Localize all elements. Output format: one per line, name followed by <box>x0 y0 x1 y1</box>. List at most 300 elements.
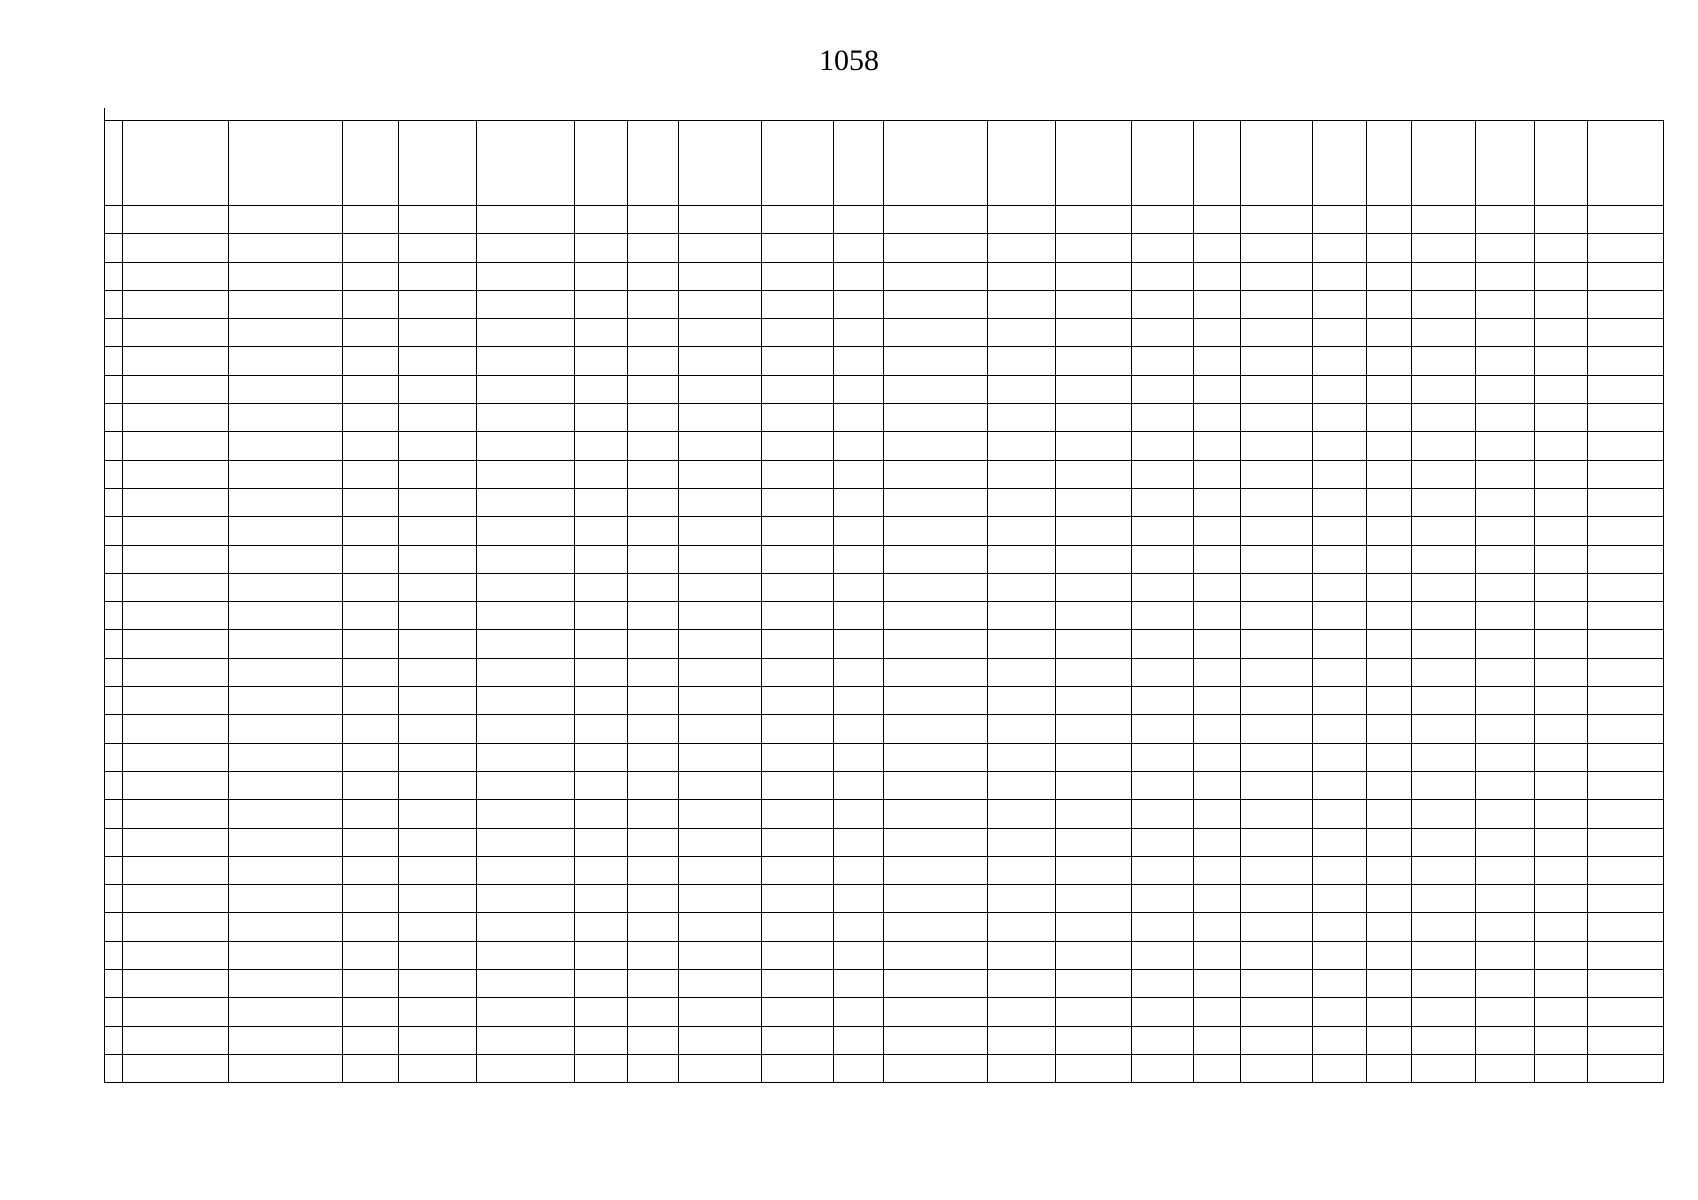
table-cell <box>1412 715 1476 743</box>
table-cell <box>628 687 679 715</box>
table-cell <box>575 234 628 262</box>
table-cell <box>679 856 762 884</box>
table-cell <box>1056 347 1132 375</box>
table-cell <box>1476 913 1535 941</box>
table-cell <box>628 206 679 234</box>
table-cell <box>1367 460 1412 488</box>
table-cell <box>399 828 477 856</box>
table-cell <box>1241 828 1313 856</box>
table-cell <box>762 1054 834 1082</box>
table-cell <box>123 602 229 630</box>
table-cell <box>628 885 679 913</box>
table-cell <box>575 687 628 715</box>
table-cell <box>1132 1054 1194 1082</box>
table-cell <box>1367 573 1412 601</box>
table-row <box>105 800 1664 828</box>
table-cell <box>1476 602 1535 630</box>
header-cell <box>399 121 477 206</box>
table-cell <box>105 941 123 969</box>
table-cell <box>762 1026 834 1054</box>
table-cell <box>343 771 399 799</box>
table-cell <box>575 885 628 913</box>
header-cell <box>229 121 343 206</box>
table-cell <box>1132 800 1194 828</box>
table-cell <box>1194 545 1241 573</box>
table-cell <box>1132 460 1194 488</box>
header-cell <box>1056 121 1132 206</box>
table-cell <box>343 658 399 686</box>
table-cell <box>884 970 988 998</box>
table-cell <box>123 319 229 347</box>
table-cell <box>1535 1054 1588 1082</box>
table-cell <box>1535 290 1588 318</box>
table-cell <box>477 545 575 573</box>
table-cell <box>834 771 884 799</box>
table-cell <box>1313 913 1367 941</box>
table-cell <box>1194 404 1241 432</box>
table-cell <box>1056 771 1132 799</box>
table-cell <box>399 404 477 432</box>
table-cell <box>1313 828 1367 856</box>
table-cell <box>834 715 884 743</box>
table-cell <box>1313 375 1367 403</box>
register-table <box>104 120 1664 1083</box>
table-cell <box>229 885 343 913</box>
table-cell <box>1412 941 1476 969</box>
table-cell <box>1412 630 1476 658</box>
table-cell <box>1241 602 1313 630</box>
table-cell <box>1132 771 1194 799</box>
table-cell <box>477 319 575 347</box>
table-cell <box>343 715 399 743</box>
table-cell <box>1194 460 1241 488</box>
table-cell <box>1476 488 1535 516</box>
table-cell <box>123 432 229 460</box>
table-cell <box>1241 941 1313 969</box>
table-cell <box>1535 1026 1588 1054</box>
table-cell <box>884 517 988 545</box>
table-cell <box>399 234 477 262</box>
table-cell <box>1313 1054 1367 1082</box>
table-cell <box>762 913 834 941</box>
table-cell <box>679 715 762 743</box>
table-cell <box>1194 290 1241 318</box>
table-cell <box>762 630 834 658</box>
table-cell <box>575 1026 628 1054</box>
table-cell <box>229 856 343 884</box>
table-cell <box>1476 460 1535 488</box>
table-cell <box>1412 970 1476 998</box>
table-cell <box>679 1054 762 1082</box>
table-cell <box>988 319 1056 347</box>
table-cell <box>105 432 123 460</box>
table-cell <box>834 404 884 432</box>
table-cell <box>762 347 834 375</box>
table-cell <box>884 687 988 715</box>
table-cell <box>834 913 884 941</box>
table-cell <box>575 290 628 318</box>
table-cell <box>1241 517 1313 545</box>
table-cell <box>1241 1054 1313 1082</box>
table-cell <box>628 630 679 658</box>
table-cell <box>988 432 1056 460</box>
table-cell <box>1194 856 1241 884</box>
table-cell <box>1313 856 1367 884</box>
table-cell <box>343 856 399 884</box>
table-cell <box>575 262 628 290</box>
table-cell <box>988 347 1056 375</box>
table-cell <box>1367 658 1412 686</box>
table-cell <box>1476 290 1535 318</box>
table-row <box>105 234 1664 262</box>
table-cell <box>1476 262 1535 290</box>
table-cell <box>1056 404 1132 432</box>
table-cell <box>1476 715 1535 743</box>
table-cell <box>229 771 343 799</box>
table-cell <box>477 488 575 516</box>
table-cell <box>575 715 628 743</box>
table-cell <box>1476 206 1535 234</box>
table-cell <box>628 573 679 601</box>
table-cell <box>399 573 477 601</box>
table-cell <box>399 630 477 658</box>
table-row <box>105 941 1664 969</box>
table-cell <box>399 262 477 290</box>
table-cell <box>884 630 988 658</box>
table-cell <box>477 771 575 799</box>
table-cell <box>399 517 477 545</box>
table-row <box>105 460 1664 488</box>
table-cell <box>679 1026 762 1054</box>
table-cell <box>1367 630 1412 658</box>
table-cell <box>762 970 834 998</box>
table-cell <box>1056 432 1132 460</box>
table-row <box>105 885 1664 913</box>
table-cell <box>1412 262 1476 290</box>
table-body <box>105 206 1664 1083</box>
table-cell <box>1056 319 1132 347</box>
table-cell <box>1241 687 1313 715</box>
table-cell <box>105 828 123 856</box>
table-cell <box>1132 658 1194 686</box>
table-cell <box>762 715 834 743</box>
table-cell <box>1367 941 1412 969</box>
table-cell <box>1132 545 1194 573</box>
table-cell <box>1132 404 1194 432</box>
table-cell <box>1367 602 1412 630</box>
table-cell <box>884 658 988 686</box>
table-cell <box>988 234 1056 262</box>
table-cell <box>1241 347 1313 375</box>
table-cell <box>1535 602 1588 630</box>
table-cell <box>834 319 884 347</box>
table-cell <box>343 941 399 969</box>
table-cell <box>1412 828 1476 856</box>
table-cell <box>477 970 575 998</box>
table-cell <box>1588 1026 1664 1054</box>
table-cell <box>1367 687 1412 715</box>
table-cell <box>1588 573 1664 601</box>
table-cell <box>834 234 884 262</box>
table-cell <box>884 828 988 856</box>
table-cell <box>575 347 628 375</box>
table-row <box>105 375 1664 403</box>
header-cell <box>762 121 834 206</box>
table-cell <box>1241 715 1313 743</box>
table-cell <box>628 347 679 375</box>
table-cell <box>679 913 762 941</box>
table-cell <box>1056 488 1132 516</box>
table-cell <box>1588 375 1664 403</box>
table-cell <box>1194 319 1241 347</box>
table-cell <box>628 375 679 403</box>
table-cell <box>575 319 628 347</box>
table-cell <box>1132 743 1194 771</box>
table-cell <box>762 404 834 432</box>
table-cell <box>628 658 679 686</box>
table-cell <box>229 206 343 234</box>
table-cell <box>1313 347 1367 375</box>
table-cell <box>399 743 477 771</box>
table-row <box>105 262 1664 290</box>
table-cell <box>884 432 988 460</box>
table-cell <box>343 517 399 545</box>
table-cell <box>988 998 1056 1026</box>
table-cell <box>575 658 628 686</box>
table-cell <box>988 262 1056 290</box>
table-cell <box>1412 602 1476 630</box>
table-cell <box>1588 404 1664 432</box>
table-cell <box>575 517 628 545</box>
table-cell <box>123 743 229 771</box>
table-cell <box>1313 545 1367 573</box>
table-cell <box>343 347 399 375</box>
table-cell <box>884 856 988 884</box>
table-cell <box>1476 658 1535 686</box>
table-cell <box>628 856 679 884</box>
header-cell <box>1241 121 1313 206</box>
table-cell <box>399 913 477 941</box>
header-cell <box>123 121 229 206</box>
table-cell <box>1056 517 1132 545</box>
table-cell <box>229 545 343 573</box>
table-cell <box>988 517 1056 545</box>
table-cell <box>1412 488 1476 516</box>
table-cell <box>1194 432 1241 460</box>
table-cell <box>1476 573 1535 601</box>
table-cell <box>1241 488 1313 516</box>
table-cell <box>1588 630 1664 658</box>
table-cell <box>123 347 229 375</box>
table-cell <box>679 658 762 686</box>
table-cell <box>1535 771 1588 799</box>
table-cell <box>1056 290 1132 318</box>
table-cell <box>884 743 988 771</box>
table-cell <box>229 1026 343 1054</box>
table-cell <box>1194 206 1241 234</box>
table-cell <box>1194 573 1241 601</box>
table-row <box>105 998 1664 1026</box>
table-cell <box>343 998 399 1026</box>
table-cell <box>399 1026 477 1054</box>
table-cell <box>343 290 399 318</box>
table-cell <box>399 290 477 318</box>
table-cell <box>1313 573 1367 601</box>
table-cell <box>1588 885 1664 913</box>
table-cell <box>229 460 343 488</box>
table-cell <box>477 262 575 290</box>
table-cell <box>1588 517 1664 545</box>
table-cell <box>123 404 229 432</box>
table-cell <box>575 404 628 432</box>
table-cell <box>1367 517 1412 545</box>
table-cell <box>229 715 343 743</box>
table-cell <box>1367 828 1412 856</box>
table-cell <box>105 262 123 290</box>
table-cell <box>1132 290 1194 318</box>
table-cell <box>1367 913 1412 941</box>
table-row <box>105 319 1664 347</box>
table-cell <box>229 262 343 290</box>
table-cell <box>229 687 343 715</box>
table-cell <box>575 828 628 856</box>
table-cell <box>834 800 884 828</box>
table-cell <box>628 998 679 1026</box>
table-cell <box>1313 658 1367 686</box>
table-cell <box>884 262 988 290</box>
table-cell <box>884 206 988 234</box>
table-cell <box>1194 602 1241 630</box>
table-cell <box>834 262 884 290</box>
table-cell <box>679 970 762 998</box>
table-cell <box>477 573 575 601</box>
table-cell <box>1132 828 1194 856</box>
table-cell <box>1535 517 1588 545</box>
table-cell <box>1367 1054 1412 1082</box>
table-row <box>105 630 1664 658</box>
table-cell <box>1588 743 1664 771</box>
table-cell <box>1194 885 1241 913</box>
table-cell <box>343 206 399 234</box>
table-cell <box>1194 262 1241 290</box>
table-cell <box>1535 488 1588 516</box>
table-cell <box>477 404 575 432</box>
table-cell <box>1367 715 1412 743</box>
table-cell <box>834 206 884 234</box>
table-cell <box>399 432 477 460</box>
table-cell <box>105 460 123 488</box>
table-cell <box>399 885 477 913</box>
table-cell <box>1056 885 1132 913</box>
table-cell <box>343 375 399 403</box>
table-cell <box>477 1054 575 1082</box>
table-cell <box>988 941 1056 969</box>
table-cell <box>1132 970 1194 998</box>
table-cell <box>1056 856 1132 884</box>
table-cell <box>1476 800 1535 828</box>
table-cell <box>105 347 123 375</box>
table-header <box>105 121 1664 206</box>
table-cell <box>628 800 679 828</box>
table-cell <box>1367 206 1412 234</box>
table-cell <box>123 856 229 884</box>
table-cell <box>1056 941 1132 969</box>
table-cell <box>399 970 477 998</box>
table-cell <box>762 687 834 715</box>
table-cell <box>628 828 679 856</box>
table-cell <box>1476 432 1535 460</box>
table-cell <box>229 488 343 516</box>
table-cell <box>1313 771 1367 799</box>
table-cell <box>762 206 834 234</box>
table-cell <box>229 404 343 432</box>
table-cell <box>1412 658 1476 686</box>
header-cell <box>1588 121 1664 206</box>
table-cell <box>1588 234 1664 262</box>
table-cell <box>628 743 679 771</box>
table-cell <box>884 290 988 318</box>
table-cell <box>762 602 834 630</box>
table-cell <box>1476 771 1535 799</box>
table-cell <box>1588 319 1664 347</box>
header-cell <box>628 121 679 206</box>
table-cell <box>1241 290 1313 318</box>
table-cell <box>343 687 399 715</box>
table-cell <box>399 941 477 969</box>
table-cell <box>988 1054 1056 1082</box>
table-cell <box>1535 828 1588 856</box>
table-cell <box>679 828 762 856</box>
table-cell <box>1313 460 1367 488</box>
table-cell <box>1241 375 1313 403</box>
table-cell <box>575 432 628 460</box>
table-cell <box>343 262 399 290</box>
table-cell <box>762 998 834 1026</box>
table-cell <box>477 1026 575 1054</box>
table-cell <box>1412 687 1476 715</box>
table-cell <box>105 998 123 1026</box>
table-cell <box>762 234 834 262</box>
header-cell <box>884 121 988 206</box>
table-cell <box>1412 404 1476 432</box>
table-cell <box>834 856 884 884</box>
table-cell <box>1535 658 1588 686</box>
table-cell <box>1367 998 1412 1026</box>
table-cell <box>679 743 762 771</box>
table-cell <box>1241 800 1313 828</box>
table-cell <box>679 432 762 460</box>
table-cell <box>1313 262 1367 290</box>
table-cell <box>1132 885 1194 913</box>
table-cell <box>762 460 834 488</box>
table-cell <box>1241 460 1313 488</box>
table-cell <box>834 347 884 375</box>
table-cell <box>1241 262 1313 290</box>
table-cell <box>1056 658 1132 686</box>
table-cell <box>988 404 1056 432</box>
table-cell <box>988 573 1056 601</box>
table-cell <box>1476 234 1535 262</box>
table-cell <box>834 432 884 460</box>
table-cell <box>123 658 229 686</box>
table-cell <box>399 687 477 715</box>
table-cell <box>1367 856 1412 884</box>
table-cell <box>1367 970 1412 998</box>
table-cell <box>123 234 229 262</box>
table-cell <box>575 800 628 828</box>
table-cell <box>1367 771 1412 799</box>
table-cell <box>343 432 399 460</box>
